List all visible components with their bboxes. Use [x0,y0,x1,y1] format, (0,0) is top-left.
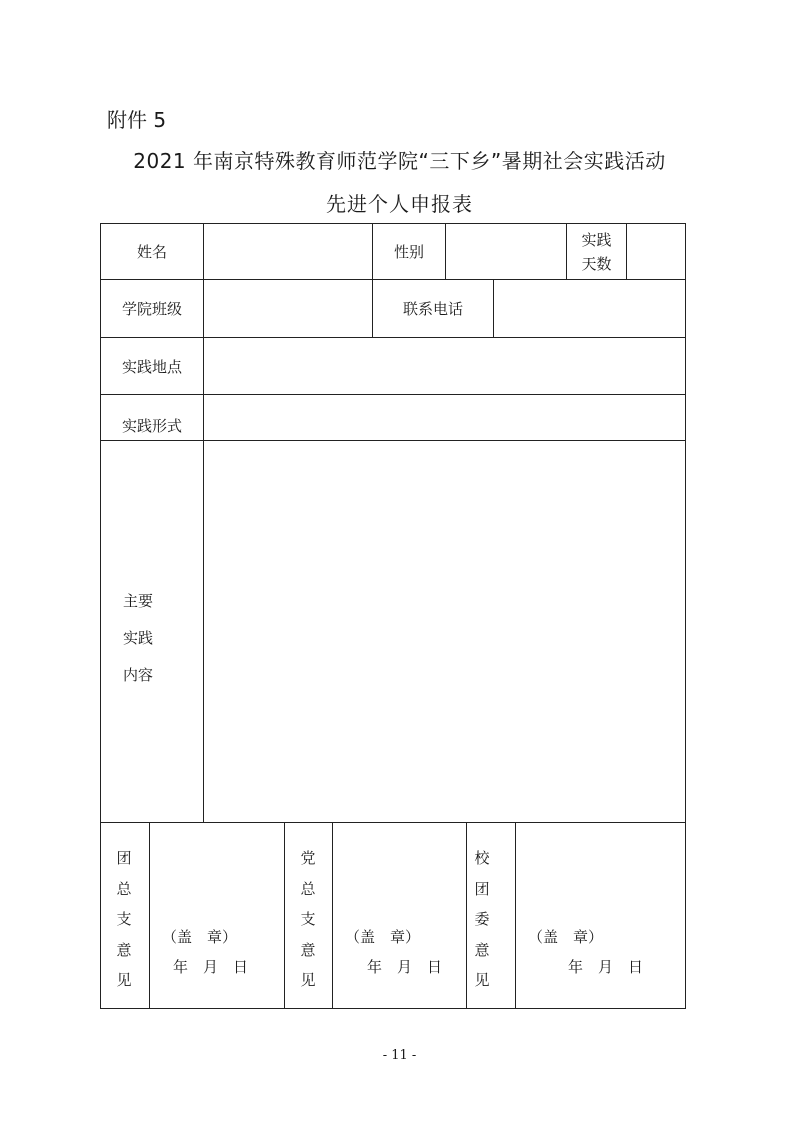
school-date-text: 年 月 日 [568,958,644,976]
party-opinion-label: 党总支意见 [300,849,316,989]
attachment-label: 附件 5 [107,108,167,132]
gender-label: 性别 [393,243,424,261]
practice-days-label-line1: 实践 [581,231,612,249]
content-label [101,441,203,822]
class-label: 学院班级 [121,300,182,318]
location-field[interactable] [204,338,685,394]
content-field[interactable] [204,441,685,822]
gender-field[interactable] [446,224,566,279]
table-border-bottom [100,1008,686,1009]
practice-days-label [567,224,626,279]
column-divider [284,822,285,1008]
branch-opinion-field[interactable] [150,823,284,1008]
content-label-line1: 主要 [123,592,154,610]
column-divider [466,822,467,1008]
form-subtitle: 先进个人申报表 [326,192,473,216]
table-border-right [685,223,686,1009]
party-stamp-text: （盖 章） [345,928,421,946]
name-field[interactable] [204,224,372,279]
phone-label: 联系电话 [402,300,463,318]
branch-date-text: 年 月 日 [173,958,249,976]
form-label: 实践形式 [121,417,182,435]
school-stamp-text: （盖 章） [528,928,604,946]
branch-stamp-text: （盖 章） [162,928,238,946]
phone-field[interactable] [494,280,685,337]
party-date-text: 年 月 日 [367,958,443,976]
form-title: 2021 年南京特殊教育师范学院“三下乡”暑期社会实践活动 [133,149,666,173]
practice-days-field[interactable] [627,224,685,279]
branch-opinion-label: 团总支意见 [116,849,132,989]
school-opinion-label: 校团委意见 [474,849,490,989]
content-label-line2: 实践 [123,629,154,647]
party-opinion-field[interactable] [333,823,466,1008]
page-number: - 11 - [382,1048,417,1063]
content-label-line3: 内容 [123,666,154,684]
school-opinion-field[interactable] [516,823,685,1008]
form-field[interactable] [204,395,685,440]
location-label: 实践地点 [121,357,182,376]
practice-days-label-line2: 天数 [581,255,612,273]
class-field[interactable] [204,280,372,337]
name-label: 姓名 [136,243,167,261]
